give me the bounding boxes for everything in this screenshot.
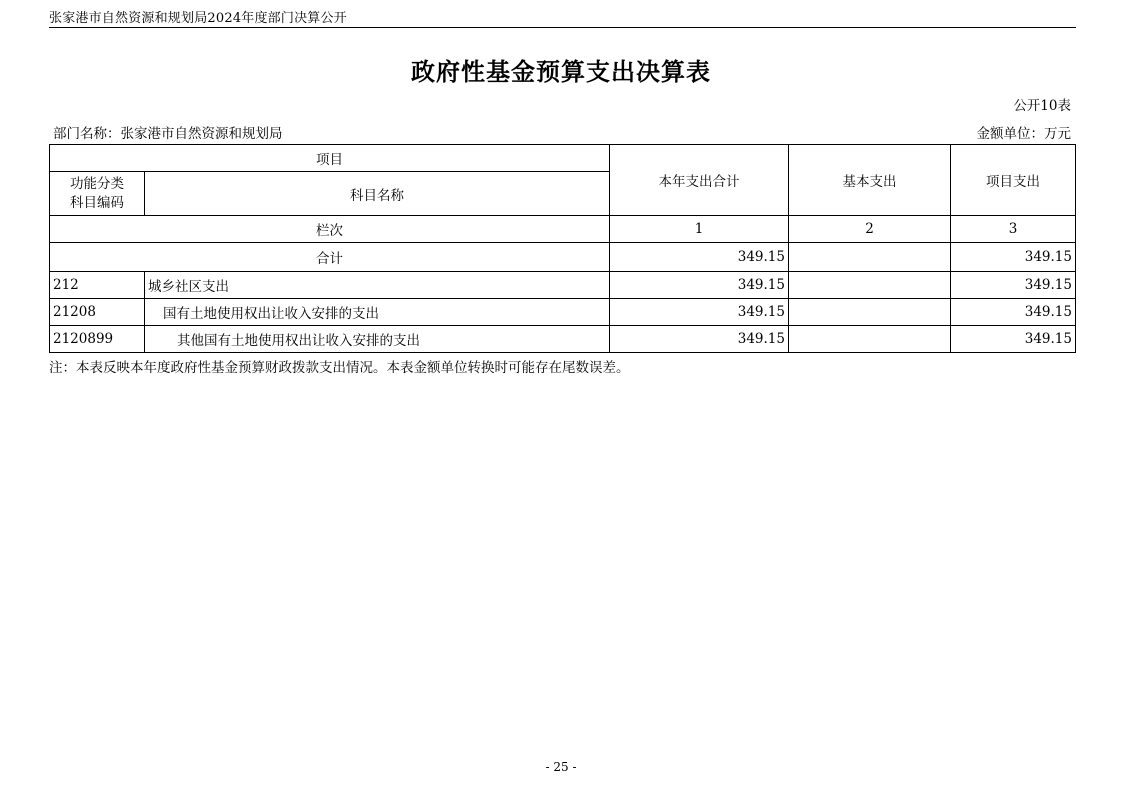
expenditure-table xyxy=(49,144,1076,353)
total-project: 349.15 xyxy=(951,243,1076,272)
row-name: 城乡社区支出 xyxy=(145,272,610,299)
row-basic xyxy=(789,299,951,326)
total-row xyxy=(50,243,1076,272)
table-row xyxy=(50,326,1076,353)
table-row xyxy=(50,299,1076,326)
department-name: 部门名称：张家港市自然资源和规划局 xyxy=(53,126,283,142)
col-number-3: 3 xyxy=(951,216,1076,243)
total-amount: 349.15 xyxy=(610,243,789,272)
row-total: 349.15 xyxy=(610,326,789,353)
row-total: 349.15 xyxy=(610,299,789,326)
row-basic xyxy=(789,326,951,353)
col-number-1: 1 xyxy=(610,216,789,243)
col-number-2: 2 xyxy=(789,216,951,243)
row-basic xyxy=(789,272,951,299)
header-rule xyxy=(49,27,1076,28)
total-label: 合计 xyxy=(50,243,610,272)
footnote: 注：本表反映本年度政府性基金预算财政拨款支出情况。本表金额单位转换时可能存在尾数误差。 xyxy=(49,360,630,376)
row-project: 349.15 xyxy=(951,299,1076,326)
header-code: 功能分类 科目编码 xyxy=(50,172,145,216)
row-project: 349.15 xyxy=(951,272,1076,299)
row-code: 212 xyxy=(50,272,145,299)
row-code: 21208 xyxy=(50,299,145,326)
row-total: 349.15 xyxy=(610,272,789,299)
row-name: 其他国有土地使用权出让收入安排的支出 xyxy=(145,326,610,353)
header-name: 科目名称 xyxy=(145,172,610,216)
table-row xyxy=(50,272,1076,299)
row-name: 国有土地使用权出让收入安排的支出 xyxy=(145,299,610,326)
running-header: 张家港市自然资源和规划局2024年度部门决算公开 xyxy=(49,11,347,26)
header-basic: 基本支出 xyxy=(789,145,951,216)
total-basic xyxy=(789,243,951,272)
page-number: - 25 - xyxy=(545,760,577,774)
row-project: 349.15 xyxy=(951,326,1076,353)
header-total: 本年支出合计 xyxy=(610,145,789,216)
page-title: 政府性基金预算支出决算表 xyxy=(411,58,711,86)
table-number: 公开10表 xyxy=(1013,98,1071,114)
header-item: 项目 xyxy=(50,145,610,172)
row-code: 2120899 xyxy=(50,326,145,353)
header-project: 项目支出 xyxy=(951,145,1076,216)
row-number-label: 栏次 xyxy=(50,216,610,243)
amount-unit: 金额单位：万元 xyxy=(976,126,1071,142)
